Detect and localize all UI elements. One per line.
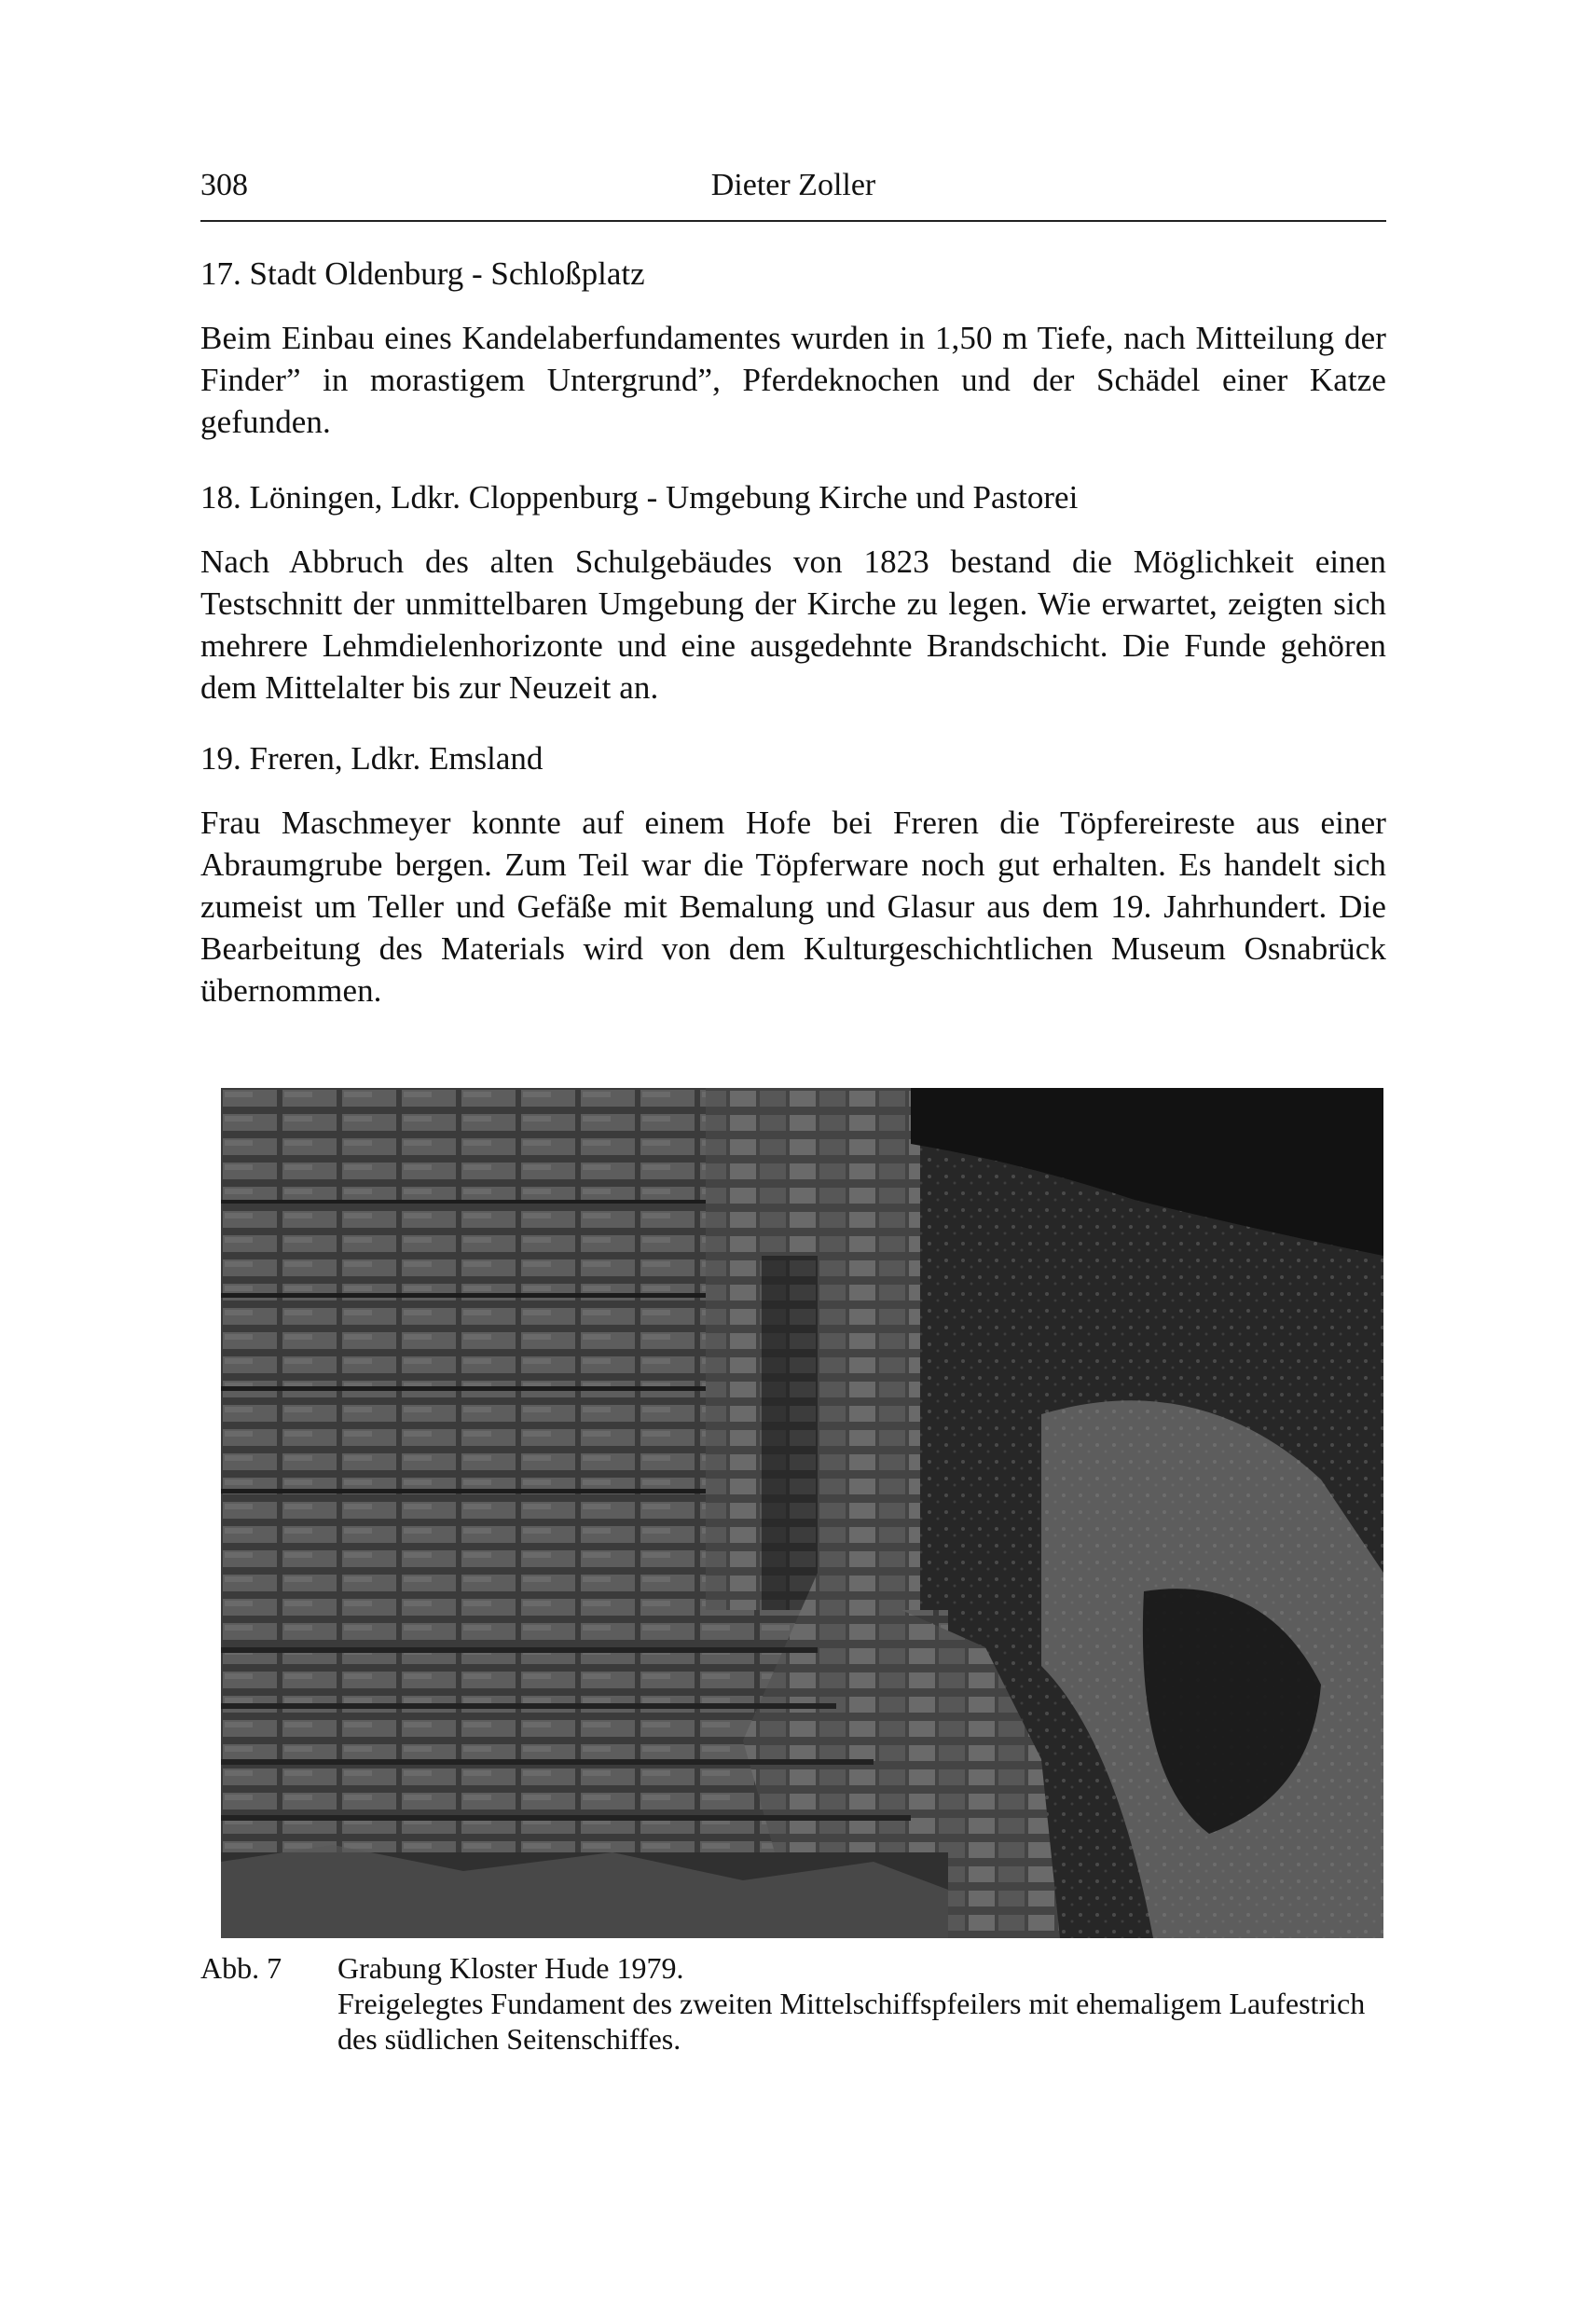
header-rule: [200, 220, 1386, 222]
photo-graphic: [221, 1088, 1383, 1938]
section-18: [200, 477, 1386, 709]
caption-line-2: Freigelegtes Fundament des zweiten Mittelschiffspfeilers mit ehemaligem Laufestrich des südlichen Seitenschiffes.: [337, 1987, 1366, 2056]
page-number: 308: [200, 168, 248, 202]
excavation-photo: [221, 1088, 1383, 1938]
section-heading: 19. Freren, Ldkr. Emsland: [200, 740, 543, 777]
caption-line-1: Grabung Kloster Hude 1979.: [337, 1951, 684, 1985]
figure-caption-text: [337, 1950, 1386, 2057]
section-paragraph: Frau Maschmeyer konnte auf einem Hofe bei Freren die Töpfereireste aus einer Abraumgrube bergen. Zum Teil war die Töpferware noch gut erhalten. Es handelt sich zumeist um Teller und Gefäße mit Bemalung und Glasur aus dem 19. Jahrhundert. Die Bearbeitung des Materials wird von dem Kulturgeschichtlichen Museum Osnabrück übernommen.: [200, 805, 1386, 1009]
section-paragraph: Beim Einbau eines Kandelaberfundamentes wurden in 1,50 m Tiefe, nach Mitteilung der Finder” in morastigem Untergrund”, Pferdeknochen und der Schädel einer Katze gefunden.: [200, 320, 1386, 440]
section-heading: 17. Stadt Oldenburg - Schloßplatz: [200, 255, 645, 292]
page-header: [200, 168, 1386, 211]
section-19: [200, 738, 1386, 1012]
running-head: Dieter Zoller: [710, 168, 876, 202]
section-paragraph: Nach Abbruch des alten Schulgebäudes von 1823 bestand die Möglichkeit einen Testschnitt der unmittelbaren Umgebung der Kirche zu legen. Wie erwartet, zeigten sich mehrere Lehmdielenhorizonte und eine ausgedehnte Brandschicht. Die Funde gehören dem Mittelalter bis zur Neuzeit an.: [200, 544, 1386, 706]
section-heading: 18. Löningen, Ldkr. Cloppenburg - Umgebung Kirche und Pastorei: [200, 479, 1079, 516]
section-17: [200, 254, 1386, 443]
figure-label: Abb. 7: [200, 1951, 282, 1985]
